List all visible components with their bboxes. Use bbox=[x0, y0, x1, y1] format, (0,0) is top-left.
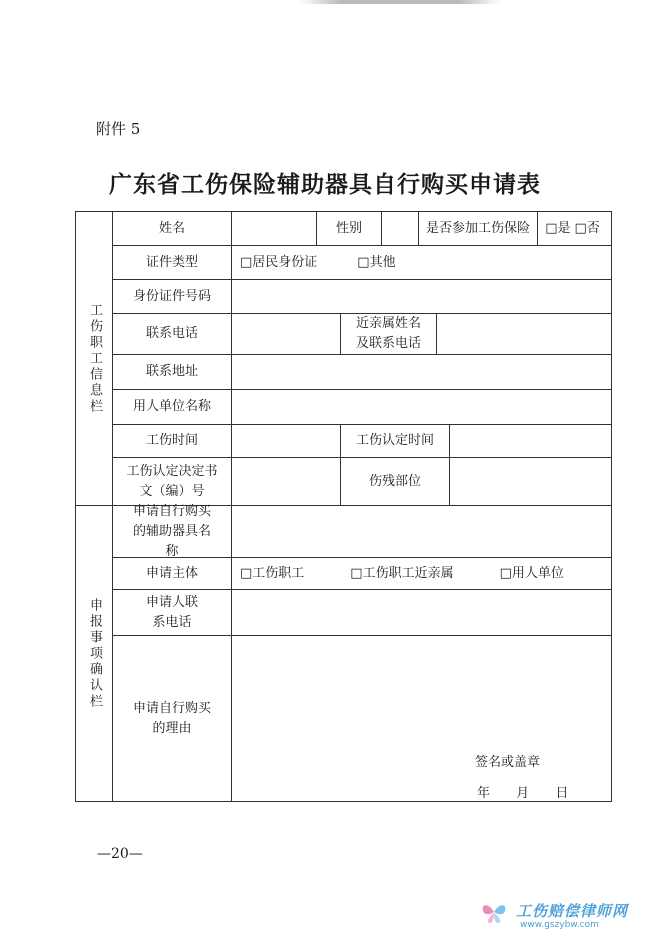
name-input[interactable] bbox=[231, 211, 317, 246]
section-declaration bbox=[75, 505, 113, 802]
insured-no-checkbox[interactable]: □否 bbox=[574, 220, 600, 236]
id-type-other-checkbox[interactable]: □其他 bbox=[357, 254, 396, 270]
employer-input[interactable] bbox=[231, 389, 612, 425]
relative-contact-label-cell bbox=[340, 313, 437, 355]
applicant-worker-checkbox[interactable]: □工伤职工 bbox=[240, 565, 305, 581]
applicant-employer-checkbox[interactable]: □用人单位 bbox=[499, 565, 564, 581]
insured-options-cell bbox=[537, 211, 612, 246]
watermark-url: www.gszybw.com bbox=[520, 920, 599, 930]
disability-site-label-cell bbox=[340, 457, 450, 506]
reason-label-cell bbox=[112, 635, 232, 802]
id-number-label: 身份证件号码 bbox=[132, 288, 211, 304]
id-number-input[interactable] bbox=[231, 279, 612, 314]
decision-no-input[interactable] bbox=[231, 457, 341, 506]
site-watermark bbox=[480, 898, 645, 934]
phone-label-cell bbox=[112, 313, 232, 355]
reason-label: 申请自行购买的理由 bbox=[132, 700, 211, 736]
injury-time-label-cell bbox=[112, 424, 232, 458]
application-form bbox=[75, 211, 612, 802]
recognition-time-label-cell bbox=[340, 424, 450, 458]
address-label: 联系地址 bbox=[145, 364, 198, 379]
date-day-label: 日 bbox=[555, 786, 569, 801]
id-type-label: 证件类型 bbox=[145, 254, 198, 270]
recognition-time-label: 工伤认定时间 bbox=[355, 433, 434, 448]
page-number: —20— bbox=[97, 846, 143, 862]
reason-input[interactable] bbox=[231, 635, 612, 802]
applicant-label: 申请主体 bbox=[145, 565, 198, 581]
device-name-label-cell bbox=[112, 505, 232, 558]
relative-contact-label: 近亲属姓名及联系电话 bbox=[355, 316, 421, 351]
decision-no-label: 工伤认定决定书文（编）号 bbox=[126, 463, 218, 499]
scan-edge-mark bbox=[300, 0, 500, 4]
injury-time-input[interactable] bbox=[231, 424, 341, 458]
form-title: 广东省工伤保险辅助器具自行购买申请表 bbox=[109, 171, 541, 198]
signature-label: 签名或盖章 bbox=[475, 755, 541, 770]
section-worker-info bbox=[75, 211, 113, 506]
insured-label: 是否参加工伤保险 bbox=[425, 220, 530, 236]
phone-input[interactable] bbox=[231, 313, 341, 355]
gender-input[interactable] bbox=[381, 211, 419, 246]
section-worker-info-label: 工伤职工信息栏 bbox=[87, 302, 102, 415]
disability-site-label: 伤残部位 bbox=[368, 473, 421, 489]
decision-no-label-cell bbox=[112, 457, 232, 506]
applicant-label-cell bbox=[112, 557, 232, 590]
insured-yes-checkbox[interactable]: □是 bbox=[545, 220, 571, 236]
signature-date bbox=[477, 782, 568, 801]
id-type-options-cell bbox=[231, 245, 612, 280]
name-label-cell bbox=[112, 211, 232, 246]
date-year-label: 年 bbox=[477, 786, 491, 801]
applicant-relative-checkbox[interactable]: □工伤职工近亲属 bbox=[350, 565, 454, 581]
applicant-phone-input[interactable] bbox=[231, 589, 612, 636]
attachment-label: 附件 5 bbox=[96, 120, 141, 138]
address-label-cell bbox=[112, 354, 232, 390]
gender-label-cell bbox=[316, 211, 382, 246]
employer-label-cell bbox=[112, 389, 232, 425]
device-name-input[interactable] bbox=[231, 505, 612, 558]
phone-label: 联系电话 bbox=[145, 326, 198, 341]
device-name-label: 申请自行购买的辅助器具名称 bbox=[132, 503, 211, 559]
section-declaration-label: 申报事项确认栏 bbox=[87, 597, 102, 710]
id-type-label-cell bbox=[112, 245, 232, 280]
employer-label: 用人单位名称 bbox=[132, 399, 211, 414]
name-label: 姓名 bbox=[158, 220, 185, 236]
butterfly-logo-icon bbox=[480, 898, 508, 926]
applicant-phone-label: 申请人联系电话 bbox=[145, 594, 198, 630]
applicant-phone-label-cell bbox=[112, 589, 232, 636]
id-number-label-cell bbox=[112, 279, 232, 314]
injury-time-label: 工伤时间 bbox=[145, 433, 198, 448]
address-input[interactable] bbox=[231, 354, 612, 390]
watermark-brand: 工伤赔偿律师网 bbox=[516, 902, 629, 920]
gender-label: 性别 bbox=[335, 220, 362, 236]
recognition-time-input[interactable] bbox=[449, 424, 612, 458]
date-month-label: 月 bbox=[516, 786, 530, 801]
applicant-options-cell bbox=[231, 557, 612, 590]
insured-label-cell bbox=[418, 211, 538, 246]
relative-contact-input[interactable] bbox=[436, 313, 612, 355]
disability-site-input[interactable] bbox=[449, 457, 612, 506]
id-type-resident-checkbox[interactable]: □居民身份证 bbox=[240, 254, 318, 270]
